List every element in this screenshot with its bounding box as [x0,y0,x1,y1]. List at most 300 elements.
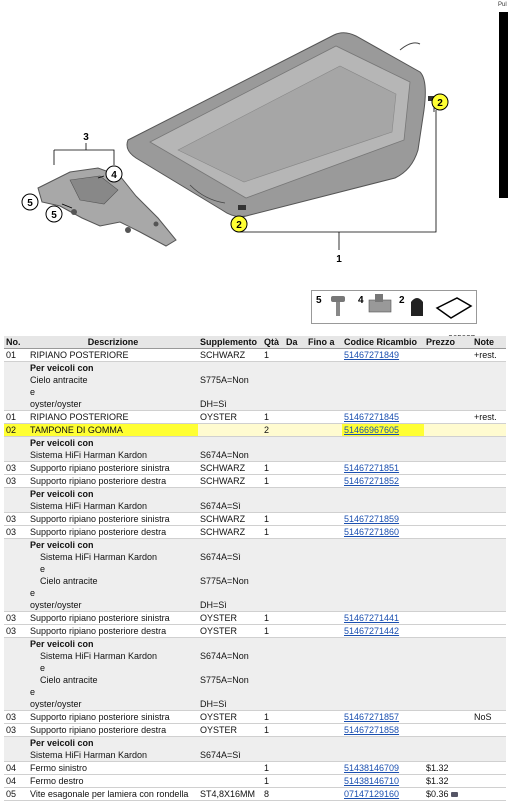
condition-value [200,662,260,674]
cell-no-text: 03 [6,527,17,537]
cell-fino [306,349,342,362]
callout-5: 5 [27,198,33,209]
condition-value: DH=Sì [200,399,227,409]
cell-code [342,788,424,801]
rubber-buffer-thumbnail [411,298,423,316]
cell-no [4,788,28,801]
cell-blank [262,362,284,411]
cell-code [342,513,424,526]
table-row [4,788,506,801]
condition-value [200,539,260,551]
condition-value: S775A=Non [200,375,249,385]
cell-no-text: 03 [6,725,17,735]
cell-desc [28,513,198,526]
table-row [4,513,506,526]
cell-supp [198,724,262,737]
cell-supp [198,513,262,526]
part-number-link[interactable]: 51467271858 [344,725,400,735]
part-number-link[interactable]: 51466967605 [344,425,400,435]
cell-blank [306,437,342,462]
condition-supp [198,488,262,513]
condition-line: oyster/oyster [30,399,82,409]
header-code: Codice Ricambio [342,336,424,349]
cell-desc [28,711,198,724]
cell-da [284,513,306,526]
cell-desc [28,788,198,801]
cell-blank [472,488,506,513]
condition-block [4,539,506,612]
cell-supp-text: OYSTER [200,412,238,422]
cell-code [342,526,424,539]
cell-no-text: 04 [6,776,17,786]
condition-title: Per veicoli con [30,738,94,748]
condition-supp [198,539,262,612]
cell-blank [284,488,306,513]
part-number-link[interactable]: 51467271852 [344,476,400,486]
cell-code [342,475,424,488]
cell-price [424,775,472,788]
condition-value: S674A=Non [200,651,249,661]
cell-blank [342,539,424,612]
cell-blank [284,437,306,462]
callout-1: 1 [336,254,342,265]
cell-desc [28,762,198,775]
cell-no [4,724,28,737]
cell-price-text: $0.36 [426,789,449,799]
cell-fino [306,625,342,638]
cell-note [472,724,506,737]
cell-price [424,424,472,437]
cell-no-text: 03 [6,463,17,473]
cell-qty-text: 1 [264,412,270,422]
part-number-link[interactable]: 51467271441 [344,613,400,623]
callout-4: 4 [111,170,117,181]
condition-value: S674A=Sì [200,501,241,511]
cell-supp-text: ST4,8X16MM [200,789,256,799]
cell-da [284,526,306,539]
condition-desc [28,737,198,762]
cell-qty [262,625,284,638]
cell-supp-text: OYSTER [200,712,238,722]
cell-fino [306,788,342,801]
condition-value: S674A=Sì [200,750,241,760]
part-number-link[interactable]: 07147129160 [344,789,400,799]
cell-qty-text: 1 [264,613,270,623]
cell-price [424,526,472,539]
condition-block [4,362,506,411]
condition-line: e [30,387,36,397]
table-row [4,775,506,788]
part-number-link[interactable]: 51467271845 [344,412,400,422]
parts-thumbnail-strip [311,290,477,332]
cell-blank [424,437,472,462]
condition-desc [28,362,198,411]
header-fino: Fino a [306,336,342,349]
cell-note [472,612,506,625]
cell-qty [262,762,284,775]
cell-blank [284,362,306,411]
cell-desc-text: Supporto ripiano posteriore sinistra [30,712,170,722]
cell-supp [198,788,262,801]
table-row [4,424,506,437]
thumb-label-4: 4 [358,295,364,306]
cell-blank [306,488,342,513]
cell-qty [262,775,284,788]
cell-desc [28,462,198,475]
rear-shelf-illustration [127,33,435,217]
cell-note [472,762,506,775]
cell-code [342,349,424,362]
cell-da [284,424,306,437]
condition-block [4,737,506,762]
cell-blank [306,737,342,762]
condition-value: DH=Sì [200,600,227,610]
cell-code [342,625,424,638]
table-row [4,526,506,539]
cell-note [472,424,506,437]
cell-blank [262,539,284,612]
cell-blank [4,539,28,612]
cell-desc-text: Vite esagonale per lamiera con rondella [30,789,189,799]
cell-da [284,711,306,724]
condition-supp [198,437,262,462]
cell-blank [306,362,342,411]
cell-no-text: 01 [6,412,17,422]
cell-qty-text: 1 [264,476,270,486]
condition-value: DH=Sì [200,699,227,709]
condition-value: S674A=Non [200,450,249,460]
cell-no [4,762,28,775]
cell-desc [28,526,198,539]
cell-blank [4,737,28,762]
cell-desc-text: Supporto ripiano posteriore sinistra [30,613,170,623]
cell-supp [198,711,262,724]
cell-blank [284,638,306,711]
cell-supp [198,612,262,625]
cell-supp [198,625,262,638]
cell-price [424,711,472,724]
cell-no [4,513,28,526]
cell-desc [28,475,198,488]
condition-value [200,587,260,599]
cell-note [472,526,506,539]
camera-icon[interactable] [451,792,458,797]
header-da: Da [284,336,306,349]
cell-supp-text: SCHWARZ [200,527,246,537]
cell-da [284,612,306,625]
cell-desc-text: Supporto ripiano posteriore sinistra [30,463,170,473]
cell-no-text: 03 [6,514,17,524]
part-number-link[interactable]: 51467271442 [344,626,400,636]
condition-value: S775A=Non [200,675,249,685]
cell-no [4,475,28,488]
corner-panel [498,2,508,8]
cell-no [4,612,28,625]
cell-fino [306,475,342,488]
cell-qty-text: 1 [264,350,270,360]
cell-fino [306,462,342,475]
cell-blank [284,539,306,612]
table-row [4,349,506,362]
cell-no-text: 03 [6,476,17,486]
condition-supp [198,737,262,762]
cell-desc [28,424,198,437]
table-row [4,475,506,488]
condition-line: Cielo antracite [40,576,98,586]
cell-qty [262,612,284,625]
cell-supp-text: SCHWARZ [200,350,246,360]
condition-line: oyster/oyster [30,699,82,709]
cell-note-text: +rest. [474,350,497,360]
cell-blank [306,539,342,612]
cell-no-text: 01 [6,350,17,360]
condition-line: Sistema HiFi Harman Kardon [40,651,158,661]
cell-blank [342,638,424,711]
table-row [4,724,506,737]
condition-line: oyster/oyster [30,600,82,610]
cell-desc [28,612,198,625]
condition-value [200,737,260,749]
cell-blank [262,488,284,513]
cell-fino [306,724,342,737]
cell-fino [306,762,342,775]
cell-no-text: 03 [6,626,17,636]
cell-note-text: +rest. [474,412,497,422]
condition-value [200,362,260,374]
parts-diagram [0,0,508,290]
cell-blank [472,638,506,711]
cell-qty [262,711,284,724]
cell-note [472,462,506,475]
cell-fino [306,411,342,424]
cell-supp-text: SCHWARZ [200,463,246,473]
cell-da [284,788,306,801]
cell-blank [424,488,472,513]
condition-block [4,437,506,462]
cell-qty-text: 1 [264,763,270,773]
cell-blank [284,737,306,762]
cell-da [284,762,306,775]
cell-note [472,775,506,788]
cell-blank [424,638,472,711]
condition-line: Sistema HiFi Harman Kardon [40,552,158,562]
cell-fino [306,711,342,724]
part-number-link[interactable]: 51467271851 [344,463,400,473]
part-number-link[interactable]: 51438146709 [344,763,400,773]
cell-price [424,349,472,362]
cell-code [342,762,424,775]
cell-blank [472,539,506,612]
condition-line: Sistema HiFi Harman Kardon [30,750,148,760]
cell-no-text: 02 [6,425,17,435]
cell-code [342,775,424,788]
condition-value [200,638,260,650]
table-row [4,711,506,724]
cell-desc-text: Supporto ripiano posteriore destra [30,626,167,636]
cell-da [284,724,306,737]
cell-code [342,411,424,424]
cell-qty [262,411,284,424]
cell-qty [262,513,284,526]
cell-qty-text: 8 [264,789,270,799]
header-no: No. [4,336,28,349]
cell-price [424,513,472,526]
part-number-link[interactable]: 51467271859 [344,514,400,524]
cell-no-text: 04 [6,763,17,773]
cell-blank [342,362,424,411]
table-row [4,762,506,775]
condition-line: e [40,663,46,673]
condition-value [200,686,260,698]
cell-da [284,411,306,424]
part-number-link[interactable]: 51438146710 [344,776,400,786]
corner-black-bar [499,12,508,198]
cell-no-text: 03 [6,613,17,623]
callout-5: 5 [51,210,57,221]
condition-title: Per veicoli con [30,363,94,373]
condition-block [4,638,506,711]
cell-desc [28,411,198,424]
cell-supp-text: OYSTER [200,725,238,735]
parts-thumbnails [311,290,477,324]
cell-qty [262,724,284,737]
cell-price-text: $1.32 [426,776,449,786]
cell-code [342,424,424,437]
condition-line: e [30,588,36,598]
condition-line: e [40,564,46,574]
condition-value [200,437,260,449]
thumb-label-2: 2 [399,295,405,306]
callout-3: 3 [83,132,89,143]
cell-price-text: $1.32 [426,763,449,773]
cell-note-text: NoS [474,712,492,722]
cell-blank [306,638,342,711]
cell-supp [198,462,262,475]
cell-qty-text: 1 [264,776,270,786]
callout-2: 2 [437,98,443,109]
cell-price [424,625,472,638]
condition-supp [198,638,262,711]
cell-fino [306,612,342,625]
cell-blank [262,437,284,462]
cell-blank [424,737,472,762]
cell-qty [262,526,284,539]
cell-code [342,462,424,475]
cell-note [472,513,506,526]
condition-title: Per veicoli con [30,639,94,649]
cell-da [284,475,306,488]
cell-no [4,349,28,362]
condition-value [200,488,260,500]
cell-blank [4,488,28,513]
condition-supp [198,362,262,411]
cell-da [284,625,306,638]
header-price: Prezzo [424,336,472,349]
cell-no [4,526,28,539]
cell-qty-text: 1 [264,514,270,524]
condition-line: Sistema HiFi Harman Kardon [30,501,148,511]
cell-blank [4,437,28,462]
condition-value: S674A=Sì [200,552,241,562]
condition-value [200,563,260,575]
table-row [4,612,506,625]
cell-desc-text: Fermo destro [30,776,84,786]
part-number-link[interactable]: 51467271849 [344,350,400,360]
cell-price [424,462,472,475]
condition-block [4,488,506,513]
header-supp: Supplemento [198,336,262,349]
cell-desc-text: Supporto ripiano posteriore destra [30,527,167,537]
cell-no [4,462,28,475]
cell-note [472,711,506,724]
cell-code [342,711,424,724]
cell-blank [4,638,28,711]
cell-blank [472,437,506,462]
header-note: Note [472,336,506,349]
cell-price [424,724,472,737]
cell-no [4,411,28,424]
cell-qty-text: 1 [264,725,270,735]
cell-qty [262,349,284,362]
cell-blank [342,437,424,462]
cell-code [342,724,424,737]
condition-desc [28,638,198,711]
header-desc: Descrizione [28,336,198,349]
callout-2: 2 [236,220,242,231]
cell-fino [306,775,342,788]
cell-price [424,762,472,775]
parts-table [4,336,506,801]
cell-fino [306,526,342,539]
cell-desc [28,724,198,737]
part-number-link[interactable]: 51467271857 [344,712,400,722]
cell-qty-text: 1 [264,463,270,473]
cell-supp [198,424,262,437]
condition-desc [28,437,198,462]
cell-supp [198,526,262,539]
cell-desc-text: RIPIANO POSTERIORE [30,350,129,360]
condition-line: Sistema HiFi Harman Kardon [30,450,148,460]
cell-fino [306,513,342,526]
condition-line: Cielo antracite [40,675,98,685]
cell-no [4,625,28,638]
cell-blank [342,737,424,762]
cell-blank [4,362,28,411]
cell-no [4,424,28,437]
cell-price [424,411,472,424]
cell-desc-text: Supporto ripiano posteriore destra [30,476,167,486]
cell-qty-text: 2 [264,425,270,435]
cell-qty [262,788,284,801]
cell-supp-text: OYSTER [200,626,238,636]
cell-blank [472,737,506,762]
cell-blank [262,737,284,762]
cell-no-text: 05 [6,789,17,799]
part-number-link[interactable]: 51467271860 [344,527,400,537]
condition-desc [28,488,198,513]
cell-da [284,775,306,788]
thumb-label-5: 5 [316,295,322,306]
cell-desc-text: Fermo sinistro [30,763,88,773]
cell-desc [28,625,198,638]
cell-note [472,625,506,638]
table-row [4,462,506,475]
cell-qty-text: 1 [264,626,270,636]
cell-blank [262,638,284,711]
condition-line: e [30,687,36,697]
cell-code [342,612,424,625]
condition-desc [28,539,198,612]
